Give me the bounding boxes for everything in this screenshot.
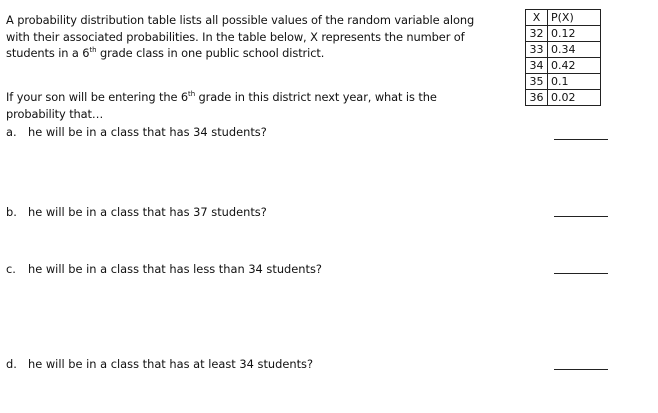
answer-blank-a[interactable] [554, 139, 608, 140]
answer-blank-b[interactable] [554, 216, 608, 217]
question-text: he will be in a class that has at least 34 students? [28, 357, 314, 371]
intro-line-3-end: grade class in one public school district. [96, 46, 325, 60]
intro-line-3 [6, 45, 511, 62]
prompt-line-1-start: If your son will be entering the 6 [6, 90, 189, 104]
prompt-line-1-end: grade in this district next year, what is the [195, 90, 437, 104]
probability-distribution-table [525, 9, 601, 106]
cell-x: 36 [526, 90, 548, 106]
ordinal-suffix: th [89, 46, 97, 55]
table-row [526, 74, 601, 90]
question-text: he will be in a class that has 34 students? [28, 125, 267, 139]
question-text: he will be in a class that has less than 34 students? [28, 262, 322, 276]
answer-blank-d[interactable] [554, 369, 608, 370]
ordinal-suffix: th [188, 90, 196, 99]
question-letter: c. [6, 262, 16, 276]
cell-x: 34 [526, 58, 548, 74]
cell-p: 0.02 [548, 90, 601, 106]
table-row [526, 42, 601, 58]
question-b [6, 204, 267, 220]
question-c [6, 261, 322, 277]
intro-line-1: A probability distribution table lists all possible values of the random variable along [6, 13, 475, 27]
cell-x: 33 [526, 42, 548, 58]
answer-blank-c[interactable] [554, 273, 608, 274]
question-a [6, 124, 267, 140]
question-letter: d. [6, 357, 17, 371]
cell-x: 32 [526, 26, 548, 42]
intro-paragraph [6, 12, 511, 62]
cell-p: 0.42 [548, 58, 601, 74]
header-p: P(X) [548, 10, 601, 26]
header-x: X [526, 10, 548, 26]
cell-x: 35 [526, 74, 548, 90]
table-header-row [526, 10, 601, 26]
table-row [526, 26, 601, 42]
question-d [6, 356, 313, 372]
prompt-line-1 [6, 89, 511, 106]
table-row [526, 58, 601, 74]
cell-p: 0.1 [548, 74, 601, 90]
table-row [526, 90, 601, 106]
intro-line-3-start: students in a 6 [6, 46, 90, 60]
question-letter: a. [6, 125, 17, 139]
question-text: he will be in a class that has 37 students? [28, 205, 267, 219]
prompt-line-2: probability that… [6, 106, 104, 121]
question-prompt [6, 89, 511, 122]
intro-line-2: with their associated probabilities. In the table below, X represents the number of [6, 29, 465, 44]
cell-p: 0.12 [548, 26, 601, 42]
cell-p: 0.34 [548, 42, 601, 58]
question-letter: b. [6, 205, 17, 219]
